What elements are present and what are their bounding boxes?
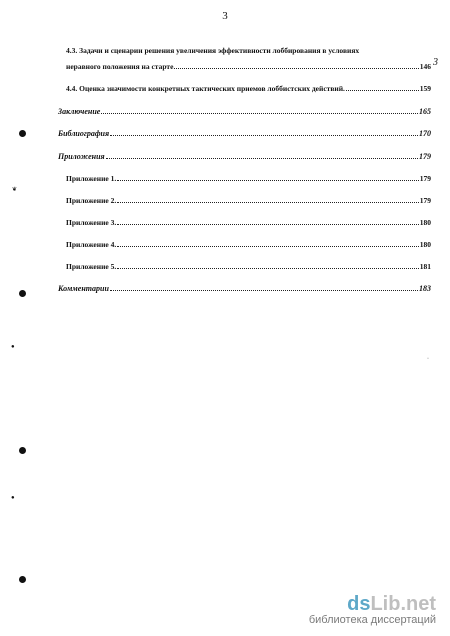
toc-entry-appendix-2 [66, 196, 431, 205]
toc-conclusion-page: 165 [419, 107, 431, 116]
toc-entry-appendices [58, 152, 431, 161]
toc-entry-comments [58, 284, 431, 293]
toc-entry-bibliography [58, 129, 431, 138]
toc-leader-dots [106, 157, 418, 159]
toc-appendix-4-label: Приложение 4. [66, 240, 117, 249]
toc-bibliography-label: Библиография [58, 129, 110, 138]
toc-leader-dots [117, 267, 419, 269]
toc-appendices-page: 179 [419, 152, 431, 161]
toc-entry-appendix-4 [66, 240, 431, 249]
toc-entry-4-4-label: 4.4. Оценка значимости конкретных тактических приемов лоббистских действий. [66, 84, 345, 93]
toc-appendix-2-label: Приложение 2. [66, 196, 117, 205]
page-number: 3 [222, 10, 228, 22]
binder-hole [19, 447, 26, 454]
toc-appendix-3-label: Приложение 3. [66, 218, 117, 227]
toc-entry-4-3 [66, 62, 431, 71]
toc-conclusion-label: Заключение [58, 107, 101, 116]
toc-bibliography-page: 170 [419, 129, 431, 138]
scan-speck: ❦ [12, 187, 18, 193]
toc-leader-dots [101, 112, 418, 114]
toc-leader-dots [117, 223, 419, 225]
toc-entry-appendix-3 [66, 218, 431, 227]
toc-appendix-5-label: Приложение 5. [66, 262, 117, 271]
toc-leader-dots [346, 89, 419, 91]
toc-appendix-3-page: 180 [419, 218, 431, 227]
toc-leader-dots [117, 245, 419, 247]
toc-leader-dots [174, 67, 418, 69]
toc-leader-dots [117, 179, 419, 181]
scan-speck: ● [11, 344, 15, 350]
toc-entry-4-3-page: 146 [419, 62, 431, 71]
toc-entry-4-3-label: неравного положения на старте [66, 62, 174, 71]
toc-entry-conclusion [58, 107, 431, 116]
toc-comments-page: 183 [419, 284, 431, 293]
toc-entry-appendix-1 [66, 174, 431, 183]
watermark [309, 594, 436, 626]
toc-leader-dots [110, 134, 418, 136]
watermark-subtitle: библиотека диссертаций [308, 614, 436, 626]
scan-speck: ● [11, 495, 15, 501]
watermark-logo: dsLib.net [347, 593, 436, 615]
scan-speck: · [427, 356, 429, 362]
toc-entry-4-4-page: 159 [419, 84, 431, 93]
toc-appendix-1-page: 179 [419, 174, 431, 183]
binder-hole [19, 290, 26, 297]
toc-appendix-2-page: 179 [419, 196, 431, 205]
toc-appendix-4-page: 180 [419, 240, 431, 249]
toc-leader-dots [110, 289, 418, 291]
toc-entry-4-4 [66, 84, 431, 93]
toc-entry-4-3-line1: 4.3. Задачи и сценарии решения увеличения эффективности лоббирования в условиях [66, 46, 360, 55]
binder-hole [19, 576, 26, 583]
toc-entry-appendix-5 [66, 262, 431, 271]
toc-appendix-1-label: Приложение 1. [66, 174, 117, 183]
binder-hole [19, 130, 26, 137]
toc-appendix-5-page: 181 [419, 262, 431, 271]
toc-comments-label: Комментарии [58, 284, 109, 293]
toc-leader-dots [117, 201, 419, 203]
toc-appendices-label: Приложения [58, 152, 105, 161]
margin-handwritten-mark: 3 [433, 57, 438, 68]
